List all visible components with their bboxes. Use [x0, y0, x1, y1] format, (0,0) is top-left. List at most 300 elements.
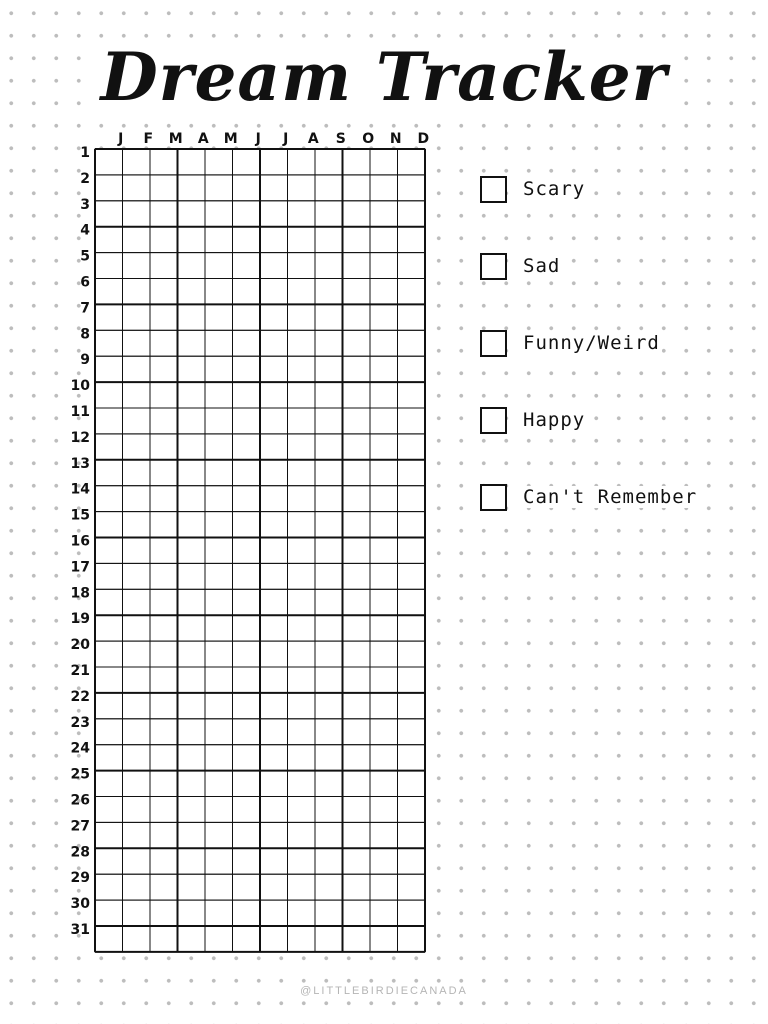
grid-cell[interactable] [178, 745, 206, 771]
grid-cell[interactable] [95, 460, 123, 486]
grid-cell[interactable] [260, 900, 288, 926]
grid-cell[interactable] [315, 304, 343, 330]
grid-cell[interactable] [343, 460, 371, 486]
grid-cell[interactable] [150, 667, 178, 693]
grid-cell[interactable] [233, 460, 261, 486]
grid-cell[interactable] [260, 538, 288, 564]
grid-cell[interactable] [315, 175, 343, 201]
grid-cell[interactable] [123, 382, 151, 408]
grid-cell[interactable] [205, 201, 233, 227]
cant-remember-checkbox[interactable] [480, 484, 507, 511]
grid-cell[interactable] [178, 926, 206, 952]
grid-cell[interactable] [123, 848, 151, 874]
grid-cell[interactable] [370, 408, 398, 434]
grid-cell[interactable] [150, 926, 178, 952]
grid-cell[interactable] [233, 512, 261, 538]
grid-cell[interactable] [123, 563, 151, 589]
grid-cell[interactable] [260, 408, 288, 434]
grid-cell[interactable] [178, 615, 206, 641]
grid-cell[interactable] [260, 279, 288, 305]
grid-cell[interactable] [150, 745, 178, 771]
grid-cell[interactable] [288, 408, 316, 434]
grid-cell[interactable] [315, 667, 343, 693]
grid-cell[interactable] [123, 719, 151, 745]
grid-cell[interactable] [178, 874, 206, 900]
grid-cell[interactable] [233, 693, 261, 719]
legend-item-sad[interactable] [480, 251, 750, 281]
grid-cell[interactable] [233, 356, 261, 382]
grid-cell[interactable] [123, 408, 151, 434]
grid-cell[interactable] [370, 900, 398, 926]
grid-cell[interactable] [178, 304, 206, 330]
grid-cell[interactable] [315, 563, 343, 589]
grid-cell[interactable] [315, 848, 343, 874]
grid-cell[interactable] [288, 434, 316, 460]
grid-cell[interactable] [123, 149, 151, 175]
grid-cell[interactable] [123, 330, 151, 356]
funny-weird-checkbox[interactable] [480, 330, 507, 357]
grid-cell[interactable] [205, 253, 233, 279]
grid-cell[interactable] [95, 797, 123, 823]
grid-cell[interactable] [150, 356, 178, 382]
grid-cell[interactable] [205, 460, 233, 486]
grid-cell[interactable] [370, 201, 398, 227]
grid-cell[interactable] [205, 719, 233, 745]
grid-cell[interactable] [288, 382, 316, 408]
grid-cell[interactable] [233, 304, 261, 330]
grid-cell[interactable] [315, 382, 343, 408]
grid-cell[interactable] [288, 745, 316, 771]
grid-cell[interactable] [123, 822, 151, 848]
grid-cell[interactable] [343, 434, 371, 460]
grid-cell[interactable] [95, 641, 123, 667]
legend-item-scary[interactable] [480, 174, 750, 204]
grid-cell[interactable] [123, 279, 151, 305]
grid-cell[interactable] [315, 745, 343, 771]
grid-cell[interactable] [205, 149, 233, 175]
grid-cell[interactable] [343, 330, 371, 356]
grid-cell[interactable] [370, 382, 398, 408]
grid-cell[interactable] [233, 926, 261, 952]
grid-cell[interactable] [315, 253, 343, 279]
grid-cell[interactable] [370, 822, 398, 848]
grid-cell[interactable] [343, 201, 371, 227]
grid-cell[interactable] [178, 175, 206, 201]
grid-cell[interactable] [233, 615, 261, 641]
grid-cell[interactable] [288, 460, 316, 486]
grid-cell[interactable] [95, 175, 123, 201]
grid-cell[interactable] [95, 330, 123, 356]
grid-cell[interactable] [343, 615, 371, 641]
grid-cell[interactable] [95, 253, 123, 279]
grid-cell[interactable] [233, 175, 261, 201]
grid-cell[interactable] [398, 279, 426, 305]
grid-cell[interactable] [315, 693, 343, 719]
grid-cell[interactable] [315, 356, 343, 382]
grid-cell[interactable] [343, 408, 371, 434]
grid-cell[interactable] [95, 382, 123, 408]
grid-cell[interactable] [150, 460, 178, 486]
grid-cell[interactable] [205, 848, 233, 874]
grid-cell[interactable] [343, 745, 371, 771]
grid-cell[interactable] [178, 848, 206, 874]
legend-item-cant-remember[interactable] [480, 482, 750, 512]
grid-cell[interactable] [233, 667, 261, 693]
grid-cell[interactable] [343, 926, 371, 952]
grid-cell[interactable] [370, 719, 398, 745]
sad-checkbox[interactable] [480, 253, 507, 280]
grid-cell[interactable] [343, 486, 371, 512]
grid-cell[interactable] [205, 745, 233, 771]
grid-cell[interactable] [260, 201, 288, 227]
grid-cell[interactable] [398, 201, 426, 227]
grid-cell[interactable] [288, 330, 316, 356]
grid-cell[interactable] [260, 719, 288, 745]
grid-cell[interactable] [260, 460, 288, 486]
grid-cell[interactable] [95, 149, 123, 175]
grid-cell[interactable] [205, 304, 233, 330]
grid-cell[interactable] [288, 900, 316, 926]
grid-cell[interactable] [95, 486, 123, 512]
grid-cell[interactable] [233, 486, 261, 512]
grid-cell[interactable] [288, 512, 316, 538]
grid-cell[interactable] [343, 149, 371, 175]
grid-cell[interactable] [343, 822, 371, 848]
grid-cell[interactable] [233, 900, 261, 926]
grid-cell[interactable] [343, 253, 371, 279]
grid-cell[interactable] [205, 175, 233, 201]
grid-cell[interactable] [370, 641, 398, 667]
grid-cell[interactable] [288, 641, 316, 667]
grid-cell[interactable] [260, 615, 288, 641]
grid-cell[interactable] [178, 538, 206, 564]
grid-cell[interactable] [178, 771, 206, 797]
grid-cell[interactable] [233, 434, 261, 460]
grid-cell[interactable] [260, 822, 288, 848]
grid-cell[interactable] [178, 227, 206, 253]
grid-cell[interactable] [288, 304, 316, 330]
grid-cell[interactable] [315, 512, 343, 538]
grid-cell[interactable] [398, 771, 426, 797]
grid-cell[interactable] [260, 641, 288, 667]
grid-cell[interactable] [150, 486, 178, 512]
grid-cell[interactable] [398, 615, 426, 641]
grid-cell[interactable] [370, 563, 398, 589]
grid-cell[interactable] [288, 538, 316, 564]
grid-cell[interactable] [370, 304, 398, 330]
grid-cell[interactable] [260, 356, 288, 382]
grid-cell[interactable] [398, 874, 426, 900]
grid-cell[interactable] [123, 253, 151, 279]
grid-cell[interactable] [260, 563, 288, 589]
grid-cell[interactable] [288, 693, 316, 719]
grid-cell[interactable] [315, 486, 343, 512]
legend-item-happy[interactable] [480, 405, 750, 435]
grid-cell[interactable] [178, 356, 206, 382]
grid-cell[interactable] [315, 460, 343, 486]
grid-cell[interactable] [288, 486, 316, 512]
grid-cell[interactable] [315, 408, 343, 434]
grid-cell[interactable] [260, 304, 288, 330]
grid-cell[interactable] [260, 149, 288, 175]
grid-cell[interactable] [178, 382, 206, 408]
grid-cell[interactable] [150, 641, 178, 667]
grid-cell[interactable] [123, 641, 151, 667]
grid-cell[interactable] [178, 822, 206, 848]
grid-cell[interactable] [178, 667, 206, 693]
grid-cell[interactable] [150, 253, 178, 279]
grid-cell[interactable] [260, 874, 288, 900]
grid-cell[interactable] [95, 745, 123, 771]
grid-cell[interactable] [260, 745, 288, 771]
grid-cell[interactable] [260, 382, 288, 408]
grid-cell[interactable] [123, 771, 151, 797]
grid-cell[interactable] [150, 175, 178, 201]
grid-cell[interactable] [95, 848, 123, 874]
grid-cell[interactable] [370, 330, 398, 356]
grid-cell[interactable] [178, 408, 206, 434]
grid-cell[interactable] [123, 667, 151, 693]
grid-cell[interactable] [288, 279, 316, 305]
grid-cell[interactable] [288, 719, 316, 745]
grid-cell[interactable] [398, 589, 426, 615]
grid-cell[interactable] [150, 227, 178, 253]
grid-cell[interactable] [370, 589, 398, 615]
grid-cell[interactable] [398, 460, 426, 486]
grid-cell[interactable] [205, 667, 233, 693]
grid-cell[interactable] [315, 227, 343, 253]
grid-cell[interactable] [370, 615, 398, 641]
grid-cell[interactable] [343, 175, 371, 201]
grid-cell[interactable] [398, 719, 426, 745]
grid-cell[interactable] [233, 382, 261, 408]
grid-cell[interactable] [233, 279, 261, 305]
grid-cell[interactable] [150, 304, 178, 330]
grid-cell[interactable] [233, 589, 261, 615]
grid-cell[interactable] [288, 175, 316, 201]
grid-cell[interactable] [123, 538, 151, 564]
happy-checkbox[interactable] [480, 407, 507, 434]
grid-cell[interactable] [315, 279, 343, 305]
grid-cell[interactable] [260, 227, 288, 253]
grid-cell[interactable] [178, 279, 206, 305]
grid-cell[interactable] [95, 667, 123, 693]
grid-cell[interactable] [205, 227, 233, 253]
grid-cell[interactable] [398, 175, 426, 201]
grid-cell[interactable] [205, 434, 233, 460]
grid-cell[interactable] [205, 279, 233, 305]
grid-cell[interactable] [315, 201, 343, 227]
grid-cell[interactable] [288, 822, 316, 848]
grid-cell[interactable] [233, 227, 261, 253]
grid-cell[interactable] [288, 563, 316, 589]
grid-cell[interactable] [205, 382, 233, 408]
grid-cell[interactable] [398, 538, 426, 564]
grid-cell[interactable] [370, 667, 398, 693]
grid-cell[interactable] [370, 926, 398, 952]
grid-cell[interactable] [398, 486, 426, 512]
grid-cell[interactable] [205, 538, 233, 564]
grid-cell[interactable] [150, 382, 178, 408]
grid-cell[interactable] [95, 512, 123, 538]
grid-cell[interactable] [370, 253, 398, 279]
grid-cell[interactable] [315, 822, 343, 848]
grid-cell[interactable] [288, 589, 316, 615]
grid-cell[interactable] [95, 874, 123, 900]
grid-cell[interactable] [260, 253, 288, 279]
grid-cell[interactable] [398, 149, 426, 175]
grid-cell[interactable] [233, 253, 261, 279]
grid-cell[interactable] [123, 589, 151, 615]
grid-cell[interactable] [205, 589, 233, 615]
grid-cell[interactable] [343, 693, 371, 719]
grid-cell[interactable] [178, 434, 206, 460]
grid-cell[interactable] [233, 201, 261, 227]
grid-cell[interactable] [205, 874, 233, 900]
grid-cell[interactable] [150, 874, 178, 900]
grid-cell[interactable] [178, 330, 206, 356]
grid-cell[interactable] [233, 563, 261, 589]
grid-cell[interactable] [178, 253, 206, 279]
grid-cell[interactable] [315, 149, 343, 175]
grid-cell[interactable] [123, 356, 151, 382]
grid-cell[interactable] [205, 693, 233, 719]
grid-cell[interactable] [398, 926, 426, 952]
grid-cell[interactable] [178, 900, 206, 926]
grid-cell[interactable] [315, 589, 343, 615]
grid-cell[interactable] [123, 486, 151, 512]
grid-cell[interactable] [178, 719, 206, 745]
grid-cell[interactable] [398, 227, 426, 253]
grid-cell[interactable] [205, 797, 233, 823]
grid-cell[interactable] [260, 486, 288, 512]
grid-cell[interactable] [398, 434, 426, 460]
grid-cell[interactable] [95, 356, 123, 382]
grid-cell[interactable] [123, 434, 151, 460]
grid-cell[interactable] [260, 667, 288, 693]
grid-cell[interactable] [343, 538, 371, 564]
grid-cell[interactable] [150, 615, 178, 641]
grid-cell[interactable] [343, 848, 371, 874]
grid-cell[interactable] [150, 512, 178, 538]
grid-cell[interactable] [95, 563, 123, 589]
grid-cell[interactable] [315, 615, 343, 641]
grid-cell[interactable] [123, 512, 151, 538]
grid-cell[interactable] [178, 486, 206, 512]
grid-cell[interactable] [370, 227, 398, 253]
grid-cell[interactable] [398, 304, 426, 330]
grid-cell[interactable] [95, 304, 123, 330]
grid-cell[interactable] [260, 848, 288, 874]
grid-cell[interactable] [398, 641, 426, 667]
grid-cell[interactable] [315, 719, 343, 745]
grid-cell[interactable] [370, 460, 398, 486]
grid-cell[interactable] [205, 330, 233, 356]
grid-cell[interactable] [205, 486, 233, 512]
grid-cell[interactable] [123, 175, 151, 201]
grid-cell[interactable] [123, 460, 151, 486]
grid-cell[interactable] [398, 512, 426, 538]
grid-cell[interactable] [123, 926, 151, 952]
grid-cell[interactable] [95, 900, 123, 926]
grid-cell[interactable] [233, 771, 261, 797]
grid-cell[interactable] [370, 745, 398, 771]
grid-cell[interactable] [178, 693, 206, 719]
grid-cell[interactable] [370, 797, 398, 823]
grid-cell[interactable] [150, 719, 178, 745]
grid-cell[interactable] [123, 745, 151, 771]
grid-cell[interactable] [205, 356, 233, 382]
grid-cell[interactable] [398, 382, 426, 408]
grid-cell[interactable] [260, 512, 288, 538]
grid-cell[interactable] [370, 771, 398, 797]
grid-cell[interactable] [123, 201, 151, 227]
grid-cell[interactable] [343, 356, 371, 382]
grid-cell[interactable] [398, 408, 426, 434]
grid-cell[interactable] [398, 693, 426, 719]
grid-cell[interactable] [95, 279, 123, 305]
grid-cell[interactable] [260, 175, 288, 201]
grid-cell[interactable] [205, 512, 233, 538]
legend-item-funny-weird[interactable] [480, 328, 750, 358]
grid-cell[interactable] [288, 667, 316, 693]
grid-cell[interactable] [398, 745, 426, 771]
grid-cell[interactable] [260, 771, 288, 797]
grid-cell[interactable] [343, 719, 371, 745]
grid-cell[interactable] [288, 253, 316, 279]
grid-cell[interactable] [233, 408, 261, 434]
grid-cell[interactable] [398, 900, 426, 926]
grid-cell[interactable] [288, 201, 316, 227]
grid-cell[interactable] [343, 641, 371, 667]
grid-cell[interactable] [123, 304, 151, 330]
grid-cell[interactable] [95, 926, 123, 952]
grid-cell[interactable] [205, 926, 233, 952]
grid-cell[interactable] [95, 227, 123, 253]
grid-cell[interactable] [150, 538, 178, 564]
grid-cell[interactable] [315, 538, 343, 564]
grid-cell[interactable] [370, 149, 398, 175]
grid-cell[interactable] [288, 797, 316, 823]
grid-cell[interactable] [150, 201, 178, 227]
grid-cell[interactable] [233, 330, 261, 356]
grid-cell[interactable] [288, 149, 316, 175]
grid-cell[interactable] [343, 771, 371, 797]
grid-cell[interactable] [205, 822, 233, 848]
grid-cell[interactable] [260, 434, 288, 460]
grid-cell[interactable] [178, 201, 206, 227]
grid-cell[interactable] [260, 926, 288, 952]
grid-cell[interactable] [370, 356, 398, 382]
grid-cell[interactable] [95, 408, 123, 434]
grid-cell[interactable] [343, 667, 371, 693]
grid-cell[interactable] [260, 330, 288, 356]
grid-cell[interactable] [233, 848, 261, 874]
grid-cell[interactable] [150, 330, 178, 356]
grid-cell[interactable] [150, 693, 178, 719]
grid-cell[interactable] [150, 797, 178, 823]
grid-cell[interactable] [95, 615, 123, 641]
grid-cell[interactable] [260, 693, 288, 719]
grid-cell[interactable] [315, 330, 343, 356]
grid-cell[interactable] [205, 563, 233, 589]
grid-cell[interactable] [150, 589, 178, 615]
grid-cell[interactable] [205, 615, 233, 641]
grid-cell[interactable] [343, 382, 371, 408]
grid-cell[interactable] [178, 589, 206, 615]
grid-cell[interactable] [370, 175, 398, 201]
grid-cell[interactable] [288, 356, 316, 382]
